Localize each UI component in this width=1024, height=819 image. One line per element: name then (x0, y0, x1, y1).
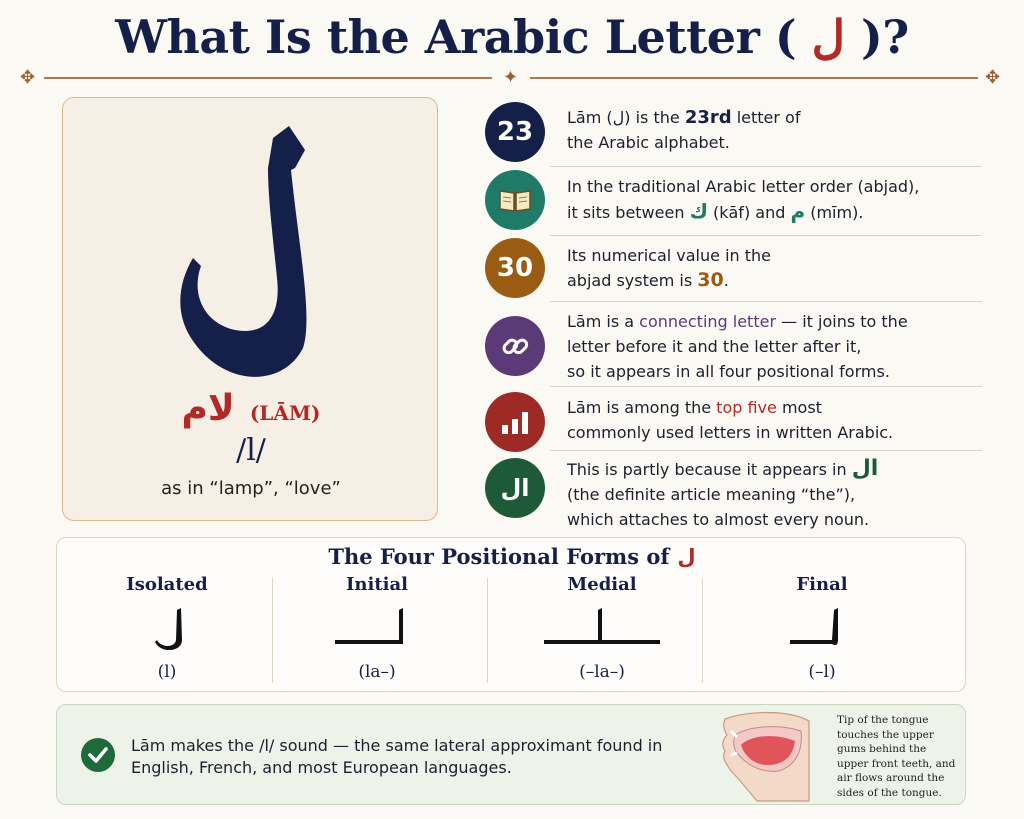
ornament-center-icon: ✦ (503, 67, 519, 88)
pronunciation-note (56, 704, 966, 805)
fact-text: Its numerical value in the abjad system is 30. (567, 246, 771, 291)
ipa-symbol: /l/ (236, 433, 266, 468)
fact-separator (550, 235, 982, 236)
fact-text: In the traditional Arabic letter order (abjad), it sits between ك (kāf) and م (mīm). (567, 177, 920, 223)
example-words: as in “lamp”, “love” (161, 478, 341, 499)
mouth-caption: Tip of the tongue touches the upper gums behind the upper front teeth, and air flows around the sides of the tongue. (837, 714, 956, 799)
note-text: Lām makes the /l/ sound — the same lateral approximant found in English, French, and most European languages. (131, 736, 663, 777)
fact-text: Lām is a connecting letter — it joins to the letter before it and the letter after it, so it appears in all four positional forms. (567, 312, 908, 381)
fact-connecting (485, 306, 982, 386)
number-badge: 23 (485, 102, 545, 162)
link-icon (485, 316, 545, 376)
bar-chart-icon (485, 392, 545, 452)
divider-left (44, 77, 492, 79)
positional-forms-panel (56, 537, 966, 692)
fact-separator (550, 166, 982, 167)
fact-separator (550, 301, 982, 302)
form-initial: Initial (la–) (307, 574, 447, 684)
fact-text: This is partly because it appears in ال (the definite article meaning “the”), which attaches to almost every noun. (567, 456, 879, 529)
divider-right (530, 77, 978, 79)
isolated-lam-glyph-icon (97, 604, 237, 654)
ornament-left-icon: ✥ (20, 67, 36, 88)
form-final: Final (–l) (752, 574, 892, 684)
letter-name (63, 388, 439, 429)
book-icon (485, 170, 545, 230)
title-suffix: )? (861, 10, 909, 64)
fact-text: Lām is among the top five most commonly used letters in written Arabic. (567, 398, 894, 442)
fact-definite-article (485, 456, 982, 528)
fact-separator (550, 386, 982, 387)
fact-abjad-order (485, 170, 982, 236)
ornament-right-icon: ✥ (985, 67, 1001, 88)
final-lam-glyph-icon (752, 604, 892, 654)
letter-name-latin: (LĀM) (249, 401, 321, 425)
fact-frequency (485, 392, 982, 452)
title-letter: ل (811, 10, 846, 64)
title-prefix: What Is the Arabic Letter ( (115, 10, 797, 64)
fact-abjad-value (485, 238, 982, 302)
form-medial: Medial (–la–) (532, 574, 672, 684)
letter-name-arabic: لام (181, 388, 235, 429)
check-icon (81, 738, 115, 772)
fact-text: Lām (ل) is the 23rd letter of the Arabic alphabet. (567, 107, 801, 152)
fact-separator (550, 450, 982, 451)
forms-title: The Four Positional Forms of ل (328, 544, 696, 569)
letter-card (62, 97, 438, 521)
al-icon: ال (485, 458, 545, 518)
fact-position (485, 102, 982, 166)
medial-lam-glyph-icon (532, 604, 672, 654)
mouth-diagram-icon (717, 709, 817, 803)
form-isolated: Isolated (l) (97, 574, 237, 684)
page-title (0, 10, 1024, 64)
number-badge: 30 (485, 238, 545, 298)
initial-lam-glyph-icon (307, 604, 447, 654)
